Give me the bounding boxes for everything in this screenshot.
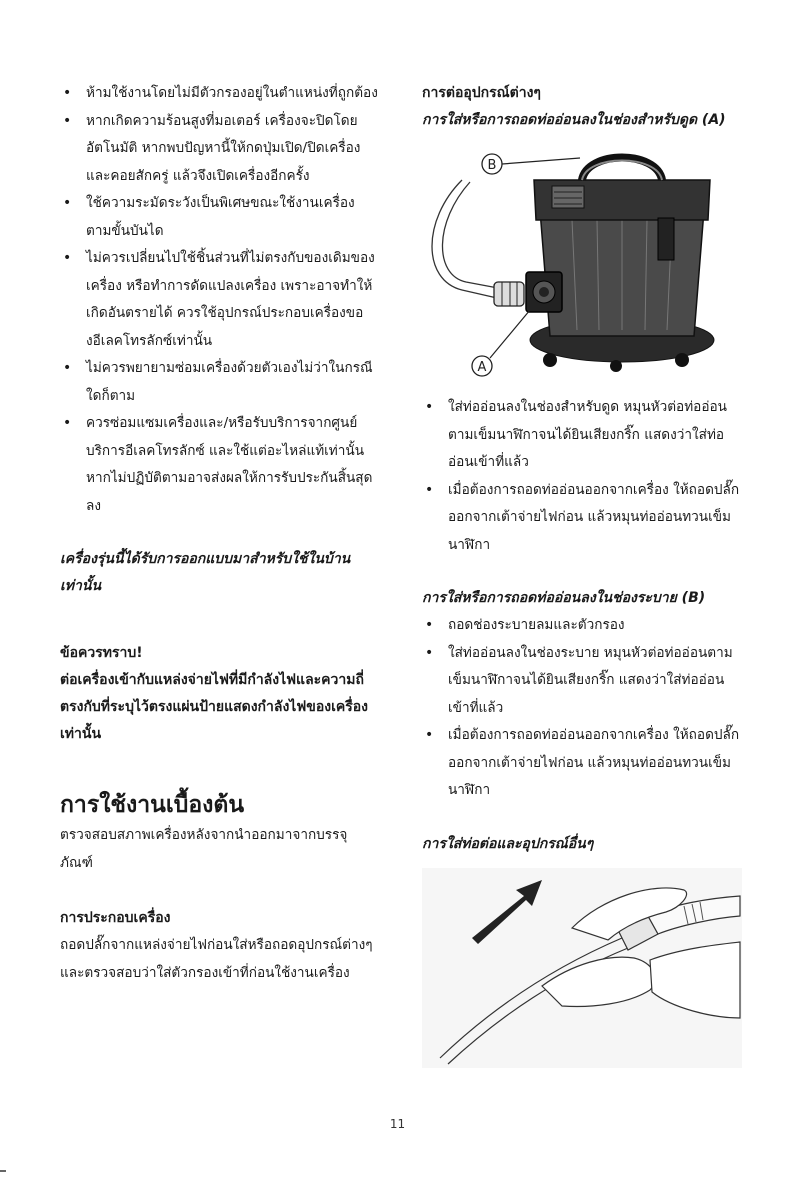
right-column xyxy=(422,80,742,1068)
tube-subtitle: การใส่ท่อต่อและอุปกรณ์อื่นๆ xyxy=(422,835,594,852)
tube-illustration xyxy=(422,868,742,1068)
notice-title: ข้อควรทราบ! xyxy=(60,645,143,661)
list-item: • เมื่อต้องการถอดท่ออ่อนออกจากเครื่อง ให้ถอดปลั๊กออกจากเต้าจ่ายไฟก่อน แล้วหมุนท่ออ่อนทวนเข็มนาฬิกา xyxy=(422,722,742,805)
assembly-title: การประกอบเครื่อง xyxy=(60,910,171,926)
notice-text: ต่อเครื่องเข้ากับแหล่งจ่ายไฟที่มีกำลังไฟและความถี่ตรงกับที่ระบุไว้ตรงแผ่นป้ายแสดงกำลังไฟของเครื่องเท่านั้น xyxy=(60,672,368,742)
list-item: • ไม่ควรพยายามซ่อมเครื่องด้วยตัวเองไม่ว่าในกรณีใดก็ตาม xyxy=(60,355,380,410)
label-a: A xyxy=(477,360,487,375)
list-item: • ควรซ่อมแซมเครื่องและ/หรือรับบริการจากศูนย์บริการอีเลคโทรลักซ์ และใช้แต่อะไหล่แท้เท่านั้น หากไม่ปฏิบัติตามอาจส่งผลให้การรับประกันสิ้นสุดลง xyxy=(60,410,380,520)
accessories-title: การต่ออุปกรณ์ต่างๆ xyxy=(422,85,541,101)
tube-figure xyxy=(422,868,742,1068)
vacuum-illustration xyxy=(422,140,742,390)
exhaust-subtitle: การใส่หรือการถอดท่ออ่อนลงในช่องระบาย (B) xyxy=(422,590,706,606)
suction-subtitle: การใส่หรือการถอดท่ออ่อนลงในช่องสำหรับดูด (A) xyxy=(422,112,726,128)
safety-bullet-list xyxy=(60,80,380,520)
list-item: • ใช้ความระมัดระวังเป็นพิเศษขณะใช้งานเครื่องตามขั้นบันได xyxy=(60,190,380,245)
list-item: • เมื่อต้องการถอดท่ออ่อนออกจากเครื่อง ให้ถอดปลั๊กออกจากเต้าจ่ายไฟก่อน แล้วหมุนท่ออ่อนทวนเข็มนาฬิกา xyxy=(422,477,742,560)
list-item: • ถอดช่องระบายลมและตัวกรอง xyxy=(422,612,742,640)
suction-bullet-list xyxy=(422,394,742,559)
exhaust-bullet-list xyxy=(422,612,742,805)
list-item: • ใส่ท่ออ่อนลงในช่องสำหรับดูด หมุนหัวต่อท่ออ่อนตามเข็มนาฬิกาจนได้ยินเสียงกริ๊ก แสดงว่าใส่ท่ออ่อนเข้าที่แล้ว xyxy=(422,394,742,477)
left-column xyxy=(60,80,380,987)
section-title: การใช้งานเบื้องต้น xyxy=(60,792,245,818)
list-item: • ห้ามใช้งานโดยไม่มีตัวกรองอยู่ในตำแหน่งที่ถูกต้อง xyxy=(60,80,380,108)
list-item: • ใส่ท่ออ่อนลงในช่องระบาย หมุนหัวต่อท่ออ่อนตามเข็มนาฬิกาจนได้ยินเสียงกริ๊ก แสดงว่าใส่ท่ออ่อนเข้าที่แล้ว xyxy=(422,640,742,723)
list-item: • หากเกิดความร้อนสูงที่มอเตอร์ เครื่องจะปิดโดยอัตโนมัติ หากพบปัญหานี้ให้กดปุ่มเปิด/ปิดเครื่องและคอยสักครู่ แล้วจึงเปิดเครื่องอีกครั้ง xyxy=(60,108,380,191)
home-use-note: เครื่องรุ่นนี้ได้รับการออกแบบมาสำหรับใช้ในบ้านเท่านั้น xyxy=(60,551,351,594)
label-b: B xyxy=(487,158,497,173)
vacuum-figure xyxy=(422,140,742,390)
page-number: 11 xyxy=(389,1117,406,1131)
assembly-text: ถอดปลั๊กจากแหล่งจ่ายไฟก่อนใส่หรือถอดอุปกรณ์ต่างๆและตรวจสอบว่าใส่ตัวกรองเข้าที่ก่อนใช้งานเครื่อง xyxy=(60,937,373,981)
list-item: • ไม่ควรเปลี่ยนไปใช้ชิ้นส่วนที่ไม่ตรงกับของเดิมของเครื่อง หรือทำการดัดแปลงเครื่อง เพราะอาจทำให้เกิดอันตรายได้ ควรใช้อุปกรณ์ประกอบเครื่องของอีเลคโทรลักซ์เท่านั้น xyxy=(60,245,380,355)
page-edge-mark xyxy=(0,1170,6,1172)
section-intro: ตรวจสอบสภาพเครื่องหลังจากนำออกมาจากบรรจุภัณฑ์ xyxy=(60,827,348,871)
